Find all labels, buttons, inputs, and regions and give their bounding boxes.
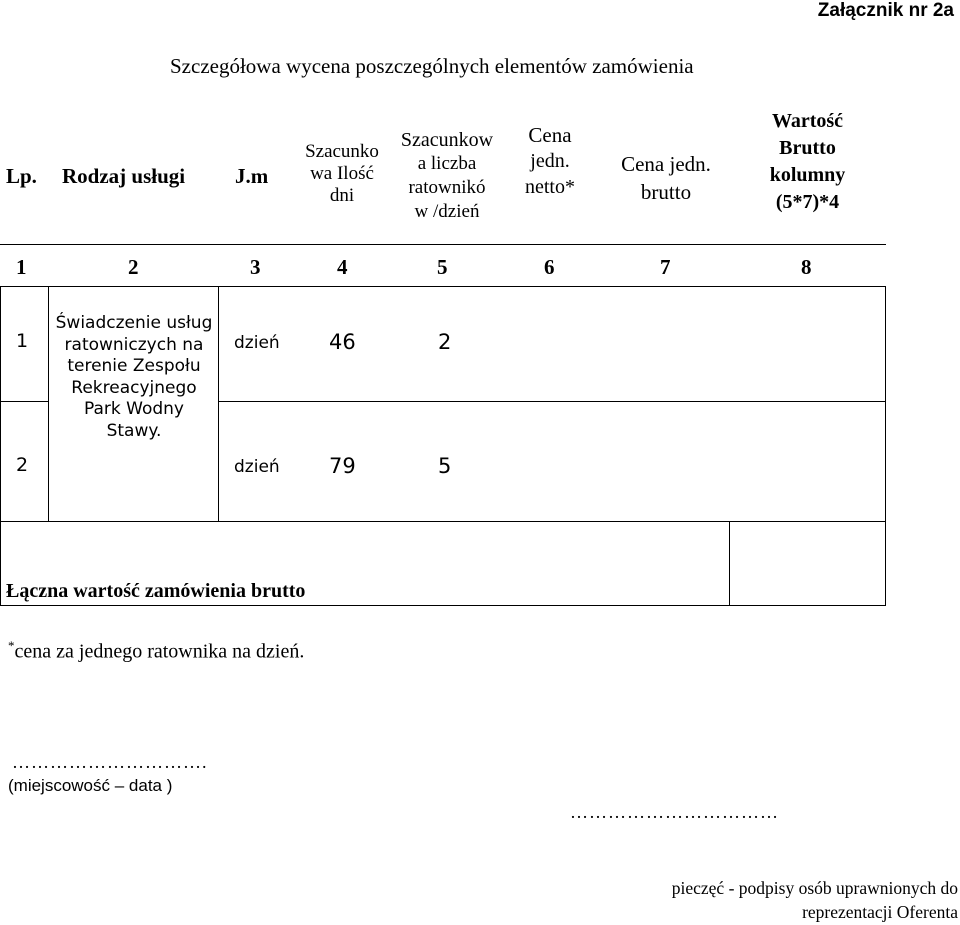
table-rule [0,286,1,606]
header-lifeguards [392,128,502,224]
header-gross-line: brutto [640,180,692,204]
total-label: Łączna wartość zamówienia brutto [6,580,306,602]
header-lifeguards-line: Szacunkow [400,129,494,151]
place-date-label: (miejscowość – data ) [8,776,173,795]
header-lifeguards-line: ratownikó [408,177,486,198]
footnote [8,638,304,664]
row-lifeguards: 5 [438,454,452,478]
table-rule [0,286,886,287]
table-rule [885,286,886,606]
table-rule [218,401,886,402]
header-days-line: dni [329,185,355,206]
header-value-line: (5*7)*4 [775,191,840,213]
signature-caption [672,876,958,924]
header-service: Rodzaj usługi [62,164,186,188]
column-number: 2 [128,255,139,279]
header-gross-price [605,150,727,206]
column-number: 1 [16,255,27,279]
table-rule [0,521,886,522]
table-rule [48,286,49,522]
table-rule [0,401,48,402]
column-number: 6 [544,255,555,279]
row-lifeguards: 2 [438,330,452,354]
row-lp: 2 [16,454,29,476]
column-number: 5 [437,255,448,279]
service-description-line: Stawy. [106,420,162,441]
header-days [296,141,388,207]
column-number: 7 [660,255,671,279]
signature-dots: …………………………… [570,802,779,822]
attachment-label: Załącznik nr 2a [817,0,954,21]
header-gross-line: Cena jedn. [621,152,711,176]
service-description-line: Świadczenie usług [55,313,213,333]
footnote-text: cena za jednego ratownika na dzień. [14,640,305,663]
table-rule [0,244,886,245]
row-unit: dzień [234,333,280,353]
signature-caption-line: pieczęć - podpisy osób uprawnionych do [671,878,958,898]
service-description-line: Rekreacyjnego [71,377,197,398]
service-description-line: ratowniczych na [64,334,204,355]
table-rule [218,286,219,522]
header-net-price [510,122,590,200]
header-value-line: Brutto [779,137,836,159]
header-net-line: Cena [528,123,572,147]
header-unit: J.m [235,164,269,188]
row-days: 79 [329,454,356,478]
place-date-dots: …………………………. [12,752,208,772]
header-net-line: netto* [525,176,575,198]
table-rule [0,605,886,606]
header-days-line: wa Ilość [310,163,374,184]
header-total-value [745,108,870,216]
column-number: 8 [801,255,812,279]
service-description [50,313,218,442]
document-title: Szczegółowa wycena poszczególnych elementów zamówienia [170,54,694,78]
footnote-marker: * [8,638,15,653]
row-unit: dzień [234,457,280,477]
column-number: 3 [250,255,261,279]
row-days: 46 [329,330,356,354]
header-lp: Lp. [6,164,37,188]
table-rule [729,521,730,606]
header-net-line: jedn. [530,150,570,172]
row-lp: 1 [16,330,29,352]
signature-caption-line: reprezentacji Oferenta [802,902,958,922]
service-description-line: terenie Zespołu [67,356,201,376]
header-value-line: kolumny [769,164,846,186]
service-description-line: Park Wodny [84,399,184,419]
header-lifeguards-line: w /dzień [414,201,480,222]
header-lifeguards-line: a liczba [417,153,477,174]
header-value-line: Wartość [771,110,844,132]
header-days-line: Szacunko [305,141,379,162]
column-number: 4 [337,255,348,279]
